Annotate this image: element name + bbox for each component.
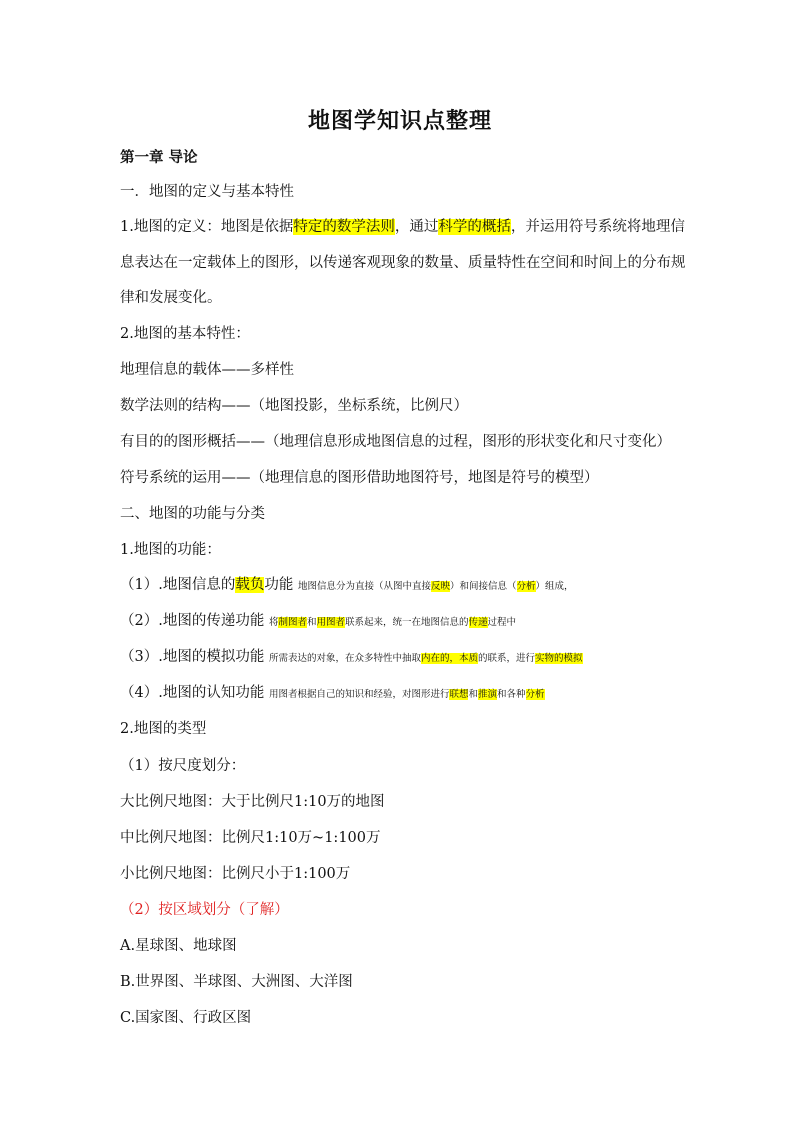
note-text: ）组成，: [535, 581, 574, 592]
note-text: 将: [268, 617, 279, 628]
highlighted-term: 用图者: [316, 617, 346, 628]
note-text: 用图者根据自己的知识和经验，对图形进行: [268, 689, 450, 700]
trait-item: 地理信息的载体——多样性: [120, 362, 294, 378]
note-text: ）和间接信息（: [449, 581, 517, 592]
highlighted-term: 分析: [525, 689, 545, 700]
note-text: 过程中: [487, 617, 517, 628]
highlighted-term: 联想: [449, 689, 469, 700]
region-heading: （2）按区域划分（了解）: [120, 902, 289, 918]
text-run: （2）.地图的传递功能: [120, 613, 269, 629]
chapter-heading: 第一章 导论: [120, 150, 198, 166]
section-heading-2: 二、地图的功能与分类: [120, 506, 265, 522]
highlighted-term: 实物的模拟: [535, 653, 583, 664]
note-text: 和各种: [497, 689, 526, 700]
highlighted-term: 反映: [430, 581, 450, 592]
highlighted-term: 制图者: [278, 617, 307, 628]
note-text: 的联系，进行: [477, 653, 535, 664]
highlighted-term: 分析: [516, 581, 536, 592]
scale-item: 中比例尺地图：比例尺1:10万~1:100万: [120, 830, 381, 846]
note-text: 和: [468, 689, 478, 700]
note-text: 联系起来，统一在地图信息的: [345, 617, 469, 628]
trait-item: 符号系统的运用——（地理信息的图形借助地图符号，地图是符号的模型）: [120, 470, 599, 486]
text-run: 功能: [264, 577, 298, 593]
function-item-4: [120, 682, 680, 706]
highlighted-term: 特定的数学法则: [293, 219, 395, 235]
region-item: A.星球图、地球图: [120, 938, 237, 954]
document-title: 地图学知识点整理: [307, 109, 492, 134]
scale-item: 大比例尺地图：大于比例尺1:10万的地图: [120, 794, 385, 810]
trait-item: 数学法则的结构——（地图投影，坐标系统，比例尺）: [120, 398, 468, 414]
highlighted-term: 传递: [468, 617, 488, 628]
definition-line-3: 律和发展变化。: [120, 290, 222, 306]
text-run: （3）.地图的模拟功能: [120, 649, 269, 665]
text-run: 1.地图的定义：地图是依据: [120, 219, 294, 235]
highlighted-term: 载负: [235, 577, 265, 593]
text-run: （4）.地图的认知功能: [120, 685, 269, 701]
note-text: 和: [306, 617, 317, 628]
section-heading-1: 一．地图的定义与基本特性: [120, 184, 294, 200]
note-text: 所需表达的对象，在众多特性中抽取: [268, 653, 421, 664]
trait-item: 有目的的图形概括——（地理信息形成地图信息的过程，图形的形状变化和尺寸变化）: [120, 434, 671, 450]
definition-line-1: [120, 216, 685, 238]
highlighted-term: 推演: [478, 689, 498, 700]
types-heading: 2.地图的类型: [120, 721, 207, 737]
region-item: B.世界图、半球图、大洲图、大洋图: [120, 974, 353, 990]
function-item-1: [120, 574, 680, 598]
region-item: C.国家图、行政区图: [120, 1010, 252, 1026]
basic-traits-heading: 2.地图的基本特性：: [120, 326, 250, 342]
highlighted-term: 科学的概括: [438, 219, 511, 235]
note-text: 地图信息分为直接（从图中直接: [297, 581, 431, 592]
text-run: （1）.地图信息的: [120, 577, 236, 593]
function-heading: 1.地图的功能：: [120, 542, 221, 558]
scale-item: 小比例尺地图：比例尺小于1:100万: [120, 866, 351, 882]
text-run: ，并运用符号系统将地理信: [510, 219, 685, 235]
definition-line-2: 息表达在一定载体上的图形，以传递客观现象的数量、质量特性在空间和时间上的分布规: [120, 255, 686, 271]
function-item-2: [120, 610, 680, 634]
scale-heading: （1）按尺度划分：: [120, 758, 246, 774]
text-run: ，通过: [394, 219, 439, 235]
function-item-3: [120, 646, 680, 670]
highlighted-term: 内在的，本质: [420, 653, 478, 664]
